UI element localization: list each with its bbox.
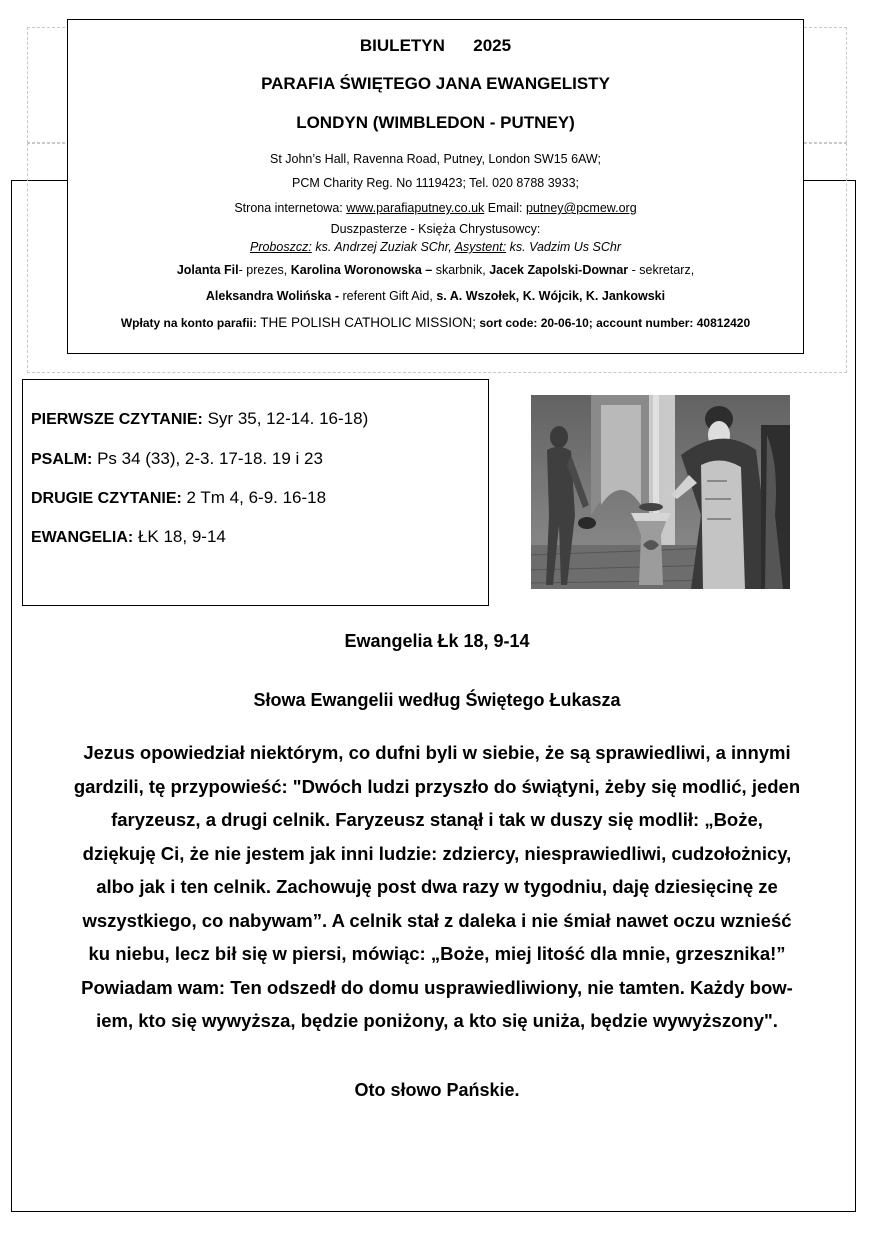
reading-first: PIERWSZE CZYTANIE: Syr 35, 12-14. 16-18): [31, 409, 369, 428]
council-line-1: Jolanta Fil- prezes, Karolina Woronowska – skarbnik, Jacek Zapolski-Downar - sekretarz,: [176, 263, 695, 277]
gospel-heading: Ewangelia Łk 18, 9-14: [344, 631, 530, 651]
reading-second: DRUGIE CZYTANIE: 2 Tm 4, 6-9. 16-18: [31, 488, 327, 507]
email-link[interactable]: putney@pcmew.org: [525, 201, 637, 215]
charity-info: PCM Charity Reg. No 1119423; Tel. 020 8788 3933;: [292, 176, 579, 190]
gospel-line: albo jak i ten celnik. Zachowuję post dwa razy w tygodniu, daję dziesięcinę ze: [96, 876, 778, 897]
gospel-line: Powiadam wam: Ten odszedł do domu usprawiedliwiony, nie tamten. Każdy bow-: [81, 976, 793, 998]
gospel-line: iem, kto się wywyższa, będzie poniżony, a kto się uniża, będzie wywyższony".: [96, 1010, 778, 1031]
pastors-line: Proboszcz: ks. Andrzej Zuziak SChr, Asystent: ks. Vadzim Us SChr: [249, 240, 621, 254]
asystent-label: Asystent:: [454, 240, 507, 254]
parish-address: St John’s Hall, Ravenna Road, Putney, London SW15 6AW;: [270, 152, 601, 166]
bulletin-year: 2025: [473, 36, 512, 55]
gospel-subheading: Słowa Ewangelii według Świętego Łukasza: [253, 690, 621, 710]
gospel-text: [22, 736, 852, 1038]
gospel-line: wszystkiego, co nabywam”. A celnik stał z daleka i nie śmiał nawet oczu wznieść: [82, 909, 792, 931]
bulletin-title-line: [68, 36, 803, 56]
pastors-heading: Duszpasterze - Księża Chrystusowcy:: [330, 222, 541, 236]
reading-gospel: EWANGELIA: ŁK 18, 9-14: [31, 527, 226, 546]
bulletin-header: [67, 19, 804, 354]
bulletin-title: BIULETYN: [359, 36, 445, 55]
pharisee-and-tax-collector-illustration: [531, 395, 790, 589]
gospel-line: faryzeusz, a drugi celnik. Faryzeusz stanął i tak w duszy się modlił: „Boże,: [111, 809, 763, 830]
reading-psalm: PSALM: Ps 34 (33), 2-3. 17-18. 19 i 23: [31, 449, 323, 468]
proboszcz-label: Proboszcz:: [249, 240, 312, 254]
gospel-line: dziękuję Ci, że nie jestem jak inni ludzie: zdziercy, niesprawiedliwi, cudzołożnicy,: [82, 842, 792, 864]
parish-name: PARAFIA ŚWIĘTEGO JANA EWANGELISTY: [261, 74, 610, 93]
website-link[interactable]: www.parafiaputney.co.uk: [346, 201, 485, 215]
parish-location: LONDYN (WIMBLEDON - PUTNEY): [296, 113, 575, 132]
gospel-line: ku niebu, lecz bił się w piersi, mówiąc: „Boże, miej litość dla mnie, grzesznika!”: [88, 943, 786, 964]
gospel-line: gardzili, tę przypowieść: "Dwóch ludzi przyszło do świątyni, żeby się modlić, jeden: [73, 775, 801, 797]
readings-box: [22, 379, 489, 606]
gospel-line: Jezus opowiedział niektórym, co dufni byli w siebie, że są sprawiedliwi, a innymi: [83, 742, 791, 763]
gospel-closing: Oto słowo Pańskie.: [354, 1080, 520, 1100]
contact-line: Strona internetowa: www.parafiaputney.co.uk Email: putney@pcmew.org: [234, 201, 637, 215]
payment-line: Wpłaty na konto parafii: THE POLISH CATHOLIC MISSION; sort code: 20-06-10; account number: 40812420: [120, 315, 751, 330]
council-line-2: Aleksandra Wolińska - referent Gift Aid, s. A. Wszołek, K. Wójcik, K. Jankowski: [205, 289, 666, 303]
